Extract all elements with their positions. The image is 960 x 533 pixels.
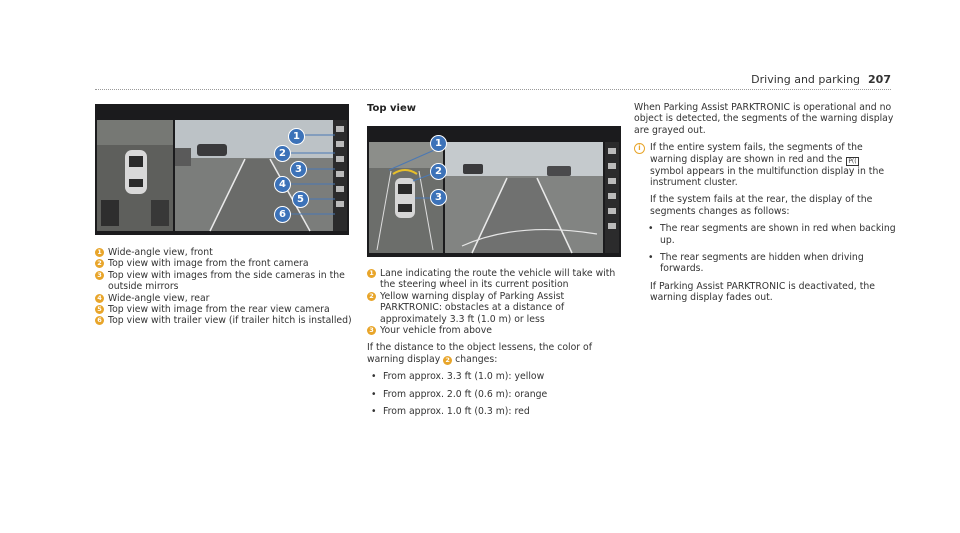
distance-text-end: changes: [455, 353, 498, 365]
caption-text: Lane indicating the route the vehicle will take with the steering wheel in its current position [380, 268, 616, 291]
caption-item [95, 315, 357, 326]
system-failure-note [634, 142, 896, 188]
callout-3: 3 [430, 189, 447, 206]
page-number: 207 [868, 73, 891, 86]
callout-1: 1 [430, 135, 447, 152]
section-title: Driving and parking [751, 73, 861, 86]
list-item: • The rear segments are hidden when driving forwards. [634, 252, 896, 275]
header-rule [95, 89, 891, 90]
caption-item [95, 293, 357, 304]
top-view-figure [367, 126, 621, 257]
distance-text: If the distance to the object lessens, the color of warning display [367, 342, 593, 365]
caption-number: 1 [367, 269, 376, 278]
caption-number: 4 [95, 294, 104, 303]
camera-views-image [95, 104, 349, 235]
status-text-column [634, 102, 896, 304]
inline-callout-2: 2 [443, 356, 452, 365]
caption-text: Top view with image from the rear view camera [108, 304, 330, 316]
parktronic-off-icon: P(( [848, 157, 857, 165]
callout-5: 5 [292, 191, 309, 208]
camera-views-figure [95, 104, 349, 235]
callout-2: 2 [274, 145, 291, 162]
distance-paragraph [367, 342, 623, 365]
callout-1: 1 [288, 128, 305, 145]
caption-text: Top view with trailer view (if trailer hitch is installed) [108, 315, 352, 327]
callout-4: 4 [274, 176, 291, 193]
note-text-end: symbol appears in the multifunction display in the instrument cluster. [650, 165, 885, 189]
caption-text: Wide-angle view, rear [108, 292, 210, 304]
caption-number: 5 [95, 305, 104, 314]
callout-2: 2 [430, 163, 447, 180]
caption-number: 6 [95, 316, 104, 325]
note-text: If the entire system fails, the segments of the warning display are shown in red and the [650, 142, 863, 165]
caption-number: 1 [95, 248, 104, 257]
info-icon: i [634, 143, 645, 154]
caption-number: 2 [367, 292, 376, 301]
list-item: • The rear segments are shown in red when backing up. [634, 223, 896, 246]
list-item: • From approx. 3.3 ft (1.0 m): yellow [367, 371, 623, 382]
rear-failure-paragraph: If the system fails at the rear, the display of the segments changes as follows: [650, 194, 873, 217]
caption-item [95, 304, 357, 315]
callout-3: 3 [290, 161, 307, 178]
deactivated-paragraph: If Parking Assist PARKTRONIC is deactivated, the warning display fades out. [650, 280, 875, 304]
caption-item [367, 268, 623, 291]
caption-item [367, 291, 623, 325]
caption-item [95, 270, 357, 293]
caption-text: Top view with images from the side cameras in the outside mirrors [108, 269, 345, 293]
caption-text: Top view with image from the front camera [108, 258, 309, 270]
top-view-image [367, 126, 621, 257]
callout-6: 6 [274, 206, 291, 223]
caption-number: 3 [367, 326, 376, 335]
caption-item [95, 247, 357, 258]
caption-number: 2 [95, 259, 104, 268]
list-item: • From approx. 2.0 ft (0.6 m): orange [367, 389, 623, 400]
caption-item [367, 325, 623, 336]
section-heading-top-view: Top view [367, 103, 416, 114]
caption-number: 3 [95, 271, 104, 280]
top-view-text [367, 268, 623, 417]
caption-text: Yellow warning display of Parking Assist PARKTRONIC: obstacles at a distance of approximately 3.3 ft (1.0 m) or less [380, 290, 565, 325]
caption-text: Wide-angle view, front [108, 247, 213, 258]
caption-text: Your vehicle from above [380, 325, 492, 337]
figure1-captions [95, 247, 357, 327]
caption-item [95, 258, 357, 269]
operational-paragraph: When Parking Assist PARKTRONIC is operational and no object is detected, the segments of the warning display are grayed out. [634, 102, 894, 136]
running-header [751, 73, 891, 86]
list-item: • From approx. 1.0 ft (0.3 m): red [367, 406, 623, 417]
